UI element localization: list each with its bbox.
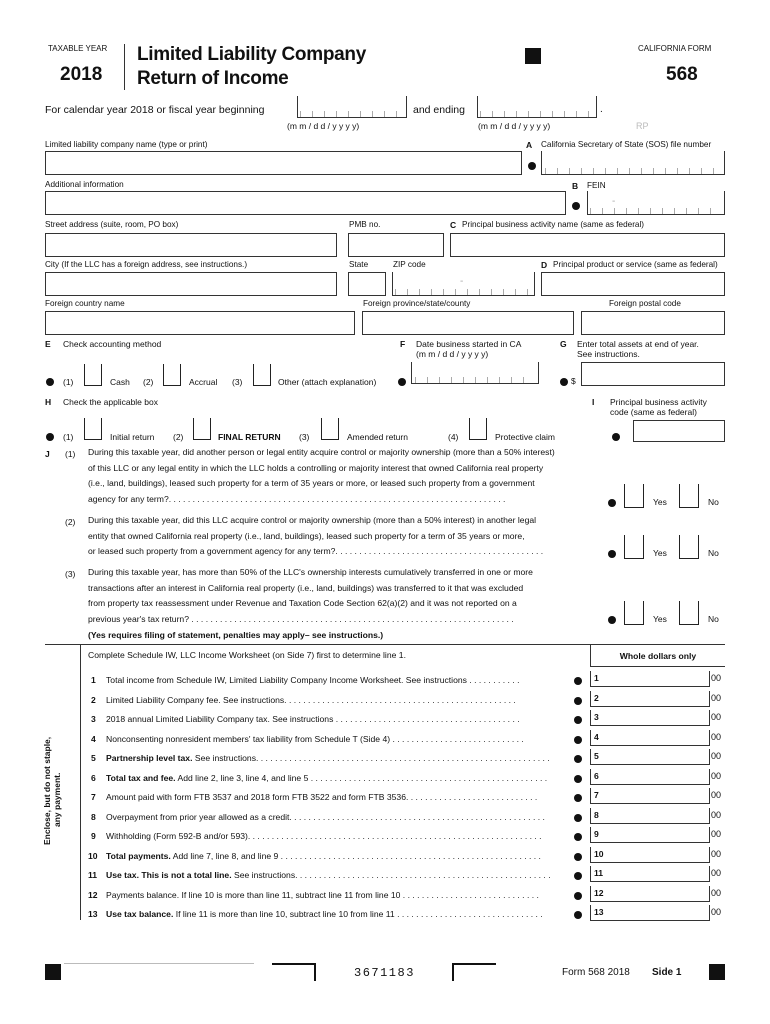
- line-bullet: [574, 853, 582, 861]
- total-assets-input[interactable]: [581, 362, 725, 386]
- zip-label: ZIP code: [393, 260, 426, 269]
- line-description: Limited Liability Company fee. See instructions. . . . . . . . . . . . . . . . . . . . . . . . . . . . . . . . . . . . . . . . . . . . . . . . .: [106, 694, 516, 705]
- tax-year: 2018: [60, 64, 103, 85]
- final-return-label: FINAL RETURN: [218, 432, 281, 442]
- line-cents: 00: [711, 692, 722, 703]
- line-cents: 00: [711, 907, 722, 917]
- line-description: Use tax. This is not a total line. See instructions. . . . . . . . . . . . . . . . . . . . . . . . . . . . . . . . . . . . . . . . . . . . . . . . . . . . . .: [106, 870, 551, 880]
- footer-mark-right: [709, 964, 725, 980]
- line-box-number: 5: [594, 751, 599, 761]
- line-box-number: 8: [594, 809, 599, 820]
- line-box-number: 3: [594, 712, 599, 722]
- final-num: (2): [173, 432, 184, 442]
- line-amount-input[interactable]: [590, 905, 710, 921]
- registration-mark: [525, 48, 541, 64]
- line-number: 7: [91, 792, 96, 802]
- initial-return-label: Initial return: [110, 432, 155, 442]
- i-letter: I: [592, 397, 595, 407]
- line-number: 9: [91, 831, 96, 841]
- and-ending-label: and ending: [413, 104, 465, 116]
- line-description: Total income from Schedule IW, Limited Liability Company Income Worksheet. See instructions . . . . . . . . . . .: [106, 675, 520, 685]
- fein-label: FEIN: [587, 181, 606, 190]
- q2-num: (2): [65, 517, 76, 527]
- line-description: Total tax and fee. Add line 2, line 3, line 4, and line 5 . . . . . . . . . . . . . . . . . . . . . . . . . . . . . . . . . . . . . . . . . . . . . . . . . .: [106, 772, 548, 783]
- q2-no-label: No: [708, 548, 719, 558]
- business-activity-input[interactable]: [450, 233, 725, 257]
- activity-code-input[interactable]: [633, 420, 725, 442]
- other-num: (3): [232, 377, 243, 387]
- line-amount-input[interactable]: [590, 691, 710, 707]
- activity-code-label: Principal business activity: [610, 397, 707, 407]
- line-box-number: 13: [594, 907, 604, 917]
- other-method-label: Other (attach explanation): [278, 377, 377, 387]
- line-bullet: [574, 677, 582, 685]
- line-cents: 00: [711, 751, 722, 761]
- line-amount-input[interactable]: [590, 827, 710, 843]
- line-description: Overpayment from prior year allowed as a credit. . . . . . . . . . . . . . . . . . . . . . . . . . . . . . . . . . . . . . . . . . . . . . . . . . . . . .: [106, 811, 545, 822]
- line-number: 6: [91, 772, 96, 783]
- foreign-postal-input[interactable]: [581, 311, 725, 335]
- line-amount-input[interactable]: [590, 671, 710, 687]
- cash-checkbox[interactable]: [84, 364, 102, 386]
- accrual-label: Accrual: [189, 377, 218, 387]
- cash-label: Cash: [110, 377, 130, 387]
- line-cents: 00: [711, 868, 722, 878]
- line-description: Amount paid with form FTB 3537 and 2018 form FTB 3522 and form FTB 3536. . . . . . . . . . . . . . . . . . . . . . . . . . . .: [106, 792, 538, 802]
- state-label: State: [349, 260, 369, 269]
- cash-num: (1): [63, 377, 74, 387]
- line-cents: 00: [711, 731, 722, 742]
- llc-name-input[interactable]: [45, 151, 522, 175]
- line-number: 10: [88, 850, 98, 861]
- zip-dash: -: [460, 276, 464, 287]
- q1-yes-label: Yes: [653, 497, 667, 507]
- amended-num: (3): [299, 432, 310, 442]
- q3-yes-label: Yes: [653, 614, 667, 624]
- state-input[interactable]: [348, 272, 386, 296]
- street-label: Street address (suite, room, PO box): [45, 220, 179, 229]
- taxable-year-label: TAXABLE YEAR: [48, 44, 108, 53]
- fein-dash: -: [612, 196, 616, 207]
- line-amount-input[interactable]: [590, 886, 710, 902]
- accrual-num: (2): [143, 377, 154, 387]
- protective-claim-label: Protective claim: [495, 432, 555, 442]
- foreign-country-input[interactable]: [45, 311, 355, 335]
- g-letter: G: [560, 339, 567, 349]
- line-cents: 00: [711, 770, 722, 781]
- line-amount-input[interactable]: [590, 788, 710, 804]
- q1-no-checkbox[interactable]: [679, 484, 699, 508]
- e-letter: E: [45, 339, 51, 349]
- line-cents: 00: [711, 887, 722, 898]
- line-box-number: 4: [594, 731, 599, 742]
- accounting-method-label: Check accounting method: [63, 339, 162, 349]
- line-bullet: [574, 697, 582, 705]
- protective-num: (4): [448, 432, 459, 442]
- accrual-checkbox[interactable]: [163, 364, 181, 386]
- foreign-province-input[interactable]: [362, 311, 574, 335]
- city-input[interactable]: [45, 272, 337, 296]
- form-number: 568: [666, 64, 698, 85]
- form-title-line1: Limited Liability Company: [137, 44, 366, 65]
- line-number: 13: [88, 909, 98, 919]
- line-box-number: 6: [594, 770, 599, 781]
- line-cents: 00: [711, 829, 722, 839]
- line-description: Withholding (Form 592-B and/or 593). . . . . . . . . . . . . . . . . . . . . . . . . . . . . . . . . . . . . . . . . . . . . . . . . . . . . . . . . . . . . .: [106, 831, 542, 841]
- j-letter: J: [45, 449, 50, 459]
- line-bullet: [574, 716, 582, 724]
- additional-info-label: Additional information: [45, 180, 124, 189]
- line-bullet: [574, 794, 582, 802]
- line-number: 11: [88, 870, 98, 880]
- d-letter: D: [541, 260, 548, 270]
- applicable-box-label: Check the applicable box: [63, 397, 158, 407]
- pmb-input[interactable]: [348, 233, 444, 257]
- line-description: Payments balance. If line 10 is more than line 11, subtract line 11 from line 10 . . . . . . . . . . . . . . . . . . . . . . . . . . . . .: [106, 889, 539, 900]
- q3-text: During this taxable year, has more than 50% of the LLC's ownership interests cumulatively transferred in one or more transactions after an interest in California real property (i.e., land, buildings) was transferred to it that was excluded from property tax reassessment under Revenue and Taxation Code Section 62(a)(2) and it was not reported on a previous year's tax return? . . . . . . . . . . . . . . . . . . . . . . . . . . . . . . . . . . . . . . . . . . . . . . . . . . . . . . . . . . . . . . . . . . . .: [88, 567, 533, 624]
- a-letter: A: [526, 140, 533, 150]
- protective-claim-checkbox[interactable]: [469, 418, 487, 440]
- line-bullet: [574, 872, 582, 880]
- end-date-format: (m m / d d / y y y y): [478, 121, 551, 131]
- date-started-format: (m m / d d / y y y y): [416, 349, 489, 359]
- q2-no-checkbox[interactable]: [679, 535, 699, 559]
- line-amount-input[interactable]: [590, 749, 710, 765]
- q1-no-label: No: [708, 497, 719, 507]
- other-method-checkbox[interactable]: [253, 364, 271, 386]
- b-letter: B: [572, 181, 579, 191]
- line-amount-input[interactable]: [590, 769, 710, 785]
- line-bullet: [574, 833, 582, 841]
- street-address-input[interactable]: [45, 233, 337, 257]
- sos-label: California Secretary of State (SOS) file number: [541, 140, 712, 149]
- staple-note: Enclose, but do not staple, any payment.: [42, 736, 62, 845]
- form-title-line2: Return of Income: [137, 68, 289, 89]
- line-bullet: [574, 736, 582, 744]
- corner-mark-left: [272, 963, 316, 981]
- line-description: Use tax balance. If line 11 is more than line 10, subtract line 10 from line 11 . . . . . . . . . . . . . . . . . . . . . . . . . . . . . . .: [106, 909, 543, 919]
- line-bullet: [574, 911, 582, 919]
- side-label: Side 1: [652, 967, 682, 978]
- line-amount-input[interactable]: [590, 710, 710, 726]
- line-box-number: 12: [594, 887, 604, 898]
- foreign-postal-label: Foreign postal code: [609, 299, 681, 308]
- total-assets-label: Enter total assets at end of year.: [577, 339, 699, 349]
- corner-mark-right: [452, 963, 496, 981]
- barcode-number: 3671183: [354, 966, 415, 980]
- q2-yes-checkbox[interactable]: [624, 535, 644, 559]
- line-number: 4: [91, 733, 96, 744]
- line-description: 2018 annual Limited Liability Company tax. See instructions . . . . . . . . . . . . . . . . . . . . . . . . . . . . . . . . . . . . . . .: [106, 714, 520, 724]
- date-started-label: Date business started in CA: [416, 339, 522, 349]
- line-box-number: 10: [594, 848, 604, 859]
- dollar-sign: $: [571, 376, 576, 386]
- q1-yes-checkbox[interactable]: [624, 484, 644, 508]
- initial-return-checkbox[interactable]: [84, 418, 102, 440]
- line-box-number: 11: [594, 868, 604, 878]
- amended-return-checkbox[interactable]: [321, 418, 339, 440]
- c-letter: C: [450, 220, 457, 230]
- activity-code-note: code (same as federal): [610, 407, 697, 417]
- q2-yes-label: Yes: [653, 548, 667, 558]
- line-number: 2: [91, 694, 96, 705]
- form-footer-label: Form 568 2018: [562, 967, 630, 978]
- rp-label: RP: [636, 121, 649, 131]
- line-number: 12: [88, 889, 98, 900]
- line-cents: 00: [711, 712, 722, 722]
- q1-num: (1): [65, 449, 76, 459]
- h-letter: H: [45, 397, 52, 407]
- california-form-label: CALIFORNIA FORM: [638, 44, 712, 53]
- line-bullet: [574, 892, 582, 900]
- line-bullet: [574, 755, 582, 763]
- q3-no-checkbox[interactable]: [679, 601, 699, 625]
- line-bullet: [574, 775, 582, 783]
- line-amount-input[interactable]: [590, 866, 710, 882]
- llc-name-label: Limited liability company name (type or print): [45, 140, 208, 149]
- initial-num: (1): [63, 432, 74, 442]
- pmb-label: PMB no.: [349, 220, 381, 229]
- business-activity-label: Principal business activity name (same as federal): [462, 220, 645, 229]
- line-cents: 00: [711, 848, 722, 859]
- line-number: 5: [91, 753, 96, 763]
- line-cents: 00: [711, 790, 722, 800]
- f-letter: F: [400, 339, 406, 349]
- final-return-checkbox[interactable]: [193, 418, 211, 440]
- line-amount-input[interactable]: [590, 808, 710, 824]
- product-service-input[interactable]: [541, 272, 725, 296]
- line-number: 1: [91, 675, 96, 685]
- foreign-province-label: Foreign province/state/county: [363, 299, 471, 308]
- amended-return-label: Amended return: [347, 432, 408, 442]
- line-description: Total payments. Add line 7, line 8, and line 9 . . . . . . . . . . . . . . . . . . . . . . . . . . . . . . . . . . . . . . . . . . . . . . . . . . . . . . .: [106, 850, 541, 861]
- j-note: (Yes requires filing of statement, penalties may apply– see instructions.): [88, 630, 384, 640]
- q1-text: During this taxable year, did another person or legal entity acquire control or majority ownership (more than a 50% interest) of this LLC or any legal entity in which the LLC holds a controlling or majority interest that owned California real property (i.e., land, buildings), leased such property for a term of 35 years or more, or leased such property from a government agency for any term?. . . . . . . . . . . . . . . . . . . . . . . . . . . . . . . . . . . . . . . . . . . . . . . . . . . . . . . . . . . . . . . . . . . . . . .: [88, 447, 555, 504]
- begin-date-format: (m m / d d / y y y y): [287, 121, 360, 131]
- line-cents: 00: [711, 809, 722, 820]
- line-number: 3: [91, 714, 96, 724]
- line-box-number: 7: [594, 790, 599, 800]
- city-label: City (If the LLC has a foreign address, see instructions.): [45, 260, 248, 269]
- q3-no-label: No: [708, 614, 719, 624]
- end-period: .: [600, 104, 603, 115]
- line-bullet: [574, 814, 582, 822]
- line-cents: 00: [711, 673, 722, 683]
- q2-text: During this taxable year, did this LLC acquire control or majority ownership (more than a 50% interest) in another legal entity that owned California real property (i.e., land, buildings), leased such property for a term of 35 years or more, or leased such property from a government agency for any term?. . . . . . . . . . . . . . . . . . . . . . . . . . . . . . . . . . . . . . . . . . . .: [88, 515, 544, 557]
- line-box-number: 2: [594, 692, 599, 703]
- line-description: Partnership level tax. See instructions. . . . . . . . . . . . . . . . . . . . . . . . . . . . . . . . . . . . . . . . . . . . . . . . . . . . . . . . . . . . . .: [106, 753, 550, 763]
- line-box-number: 9: [594, 829, 599, 839]
- calendar-year-label: For calendar year 2018 or fiscal year beginning: [45, 104, 265, 116]
- line-description: Nonconsenting nonresident members' tax liability from Schedule T (Side 4) . . . . . . . . . . . . . . . . . . . . . . . . . . . .: [106, 733, 524, 744]
- lines-intro: Complete Schedule IW, LLC Income Worksheet (on Side 7) first to determine line 1.: [88, 650, 406, 660]
- line-box-number: 1: [594, 673, 599, 683]
- total-assets-note: See instructions.: [577, 349, 640, 359]
- line-amount-input[interactable]: [590, 847, 710, 863]
- product-service-label: Principal product or service (same as federal): [553, 260, 718, 269]
- q3-num: (3): [65, 569, 76, 579]
- footer-mark-left: [45, 964, 61, 980]
- line-amount-input[interactable]: [590, 730, 710, 746]
- additional-info-input[interactable]: [45, 191, 566, 215]
- whole-dollars-header: Whole dollars only: [590, 645, 725, 667]
- q3-yes-checkbox[interactable]: [624, 601, 644, 625]
- line-number: 8: [91, 811, 96, 822]
- foreign-country-label: Foreign country name: [45, 299, 125, 308]
